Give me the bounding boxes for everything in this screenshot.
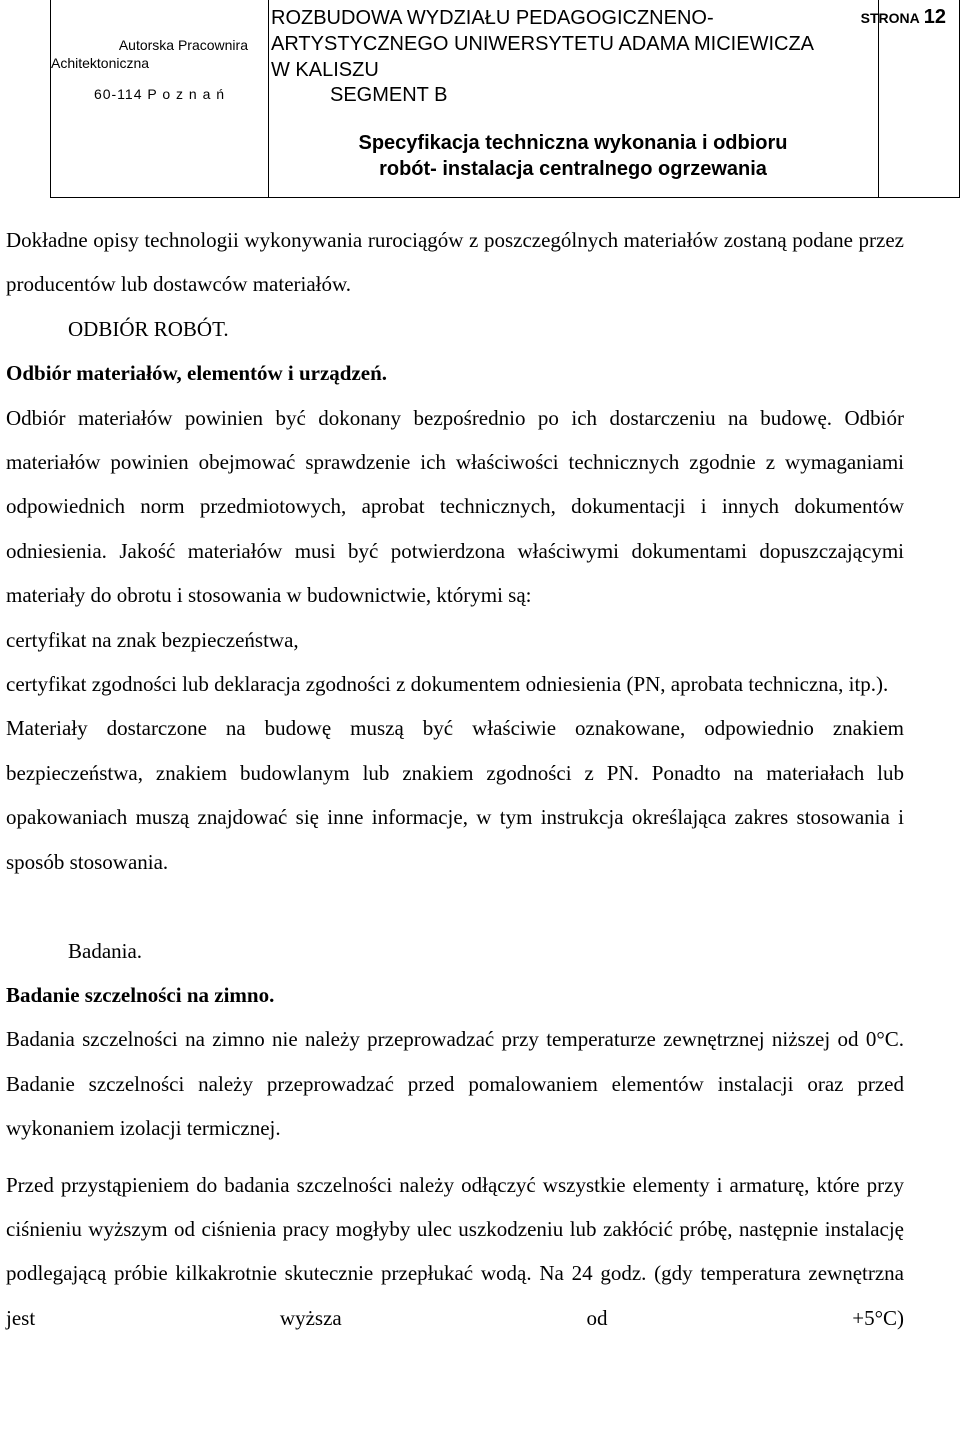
page-header [50, 0, 960, 198]
company-name-line2: Achitektoniczna [51, 55, 150, 71]
heading-text: Badanie szczelności na zimno. [6, 982, 275, 1007]
paragraph-badania-przygotowanie: Przed przystąpieniem do badania szczelności należy odłączyć wszystkie elementy i armaturę, które przy ciśnieniu wyższym od ciśnienia pracy mogłyby ulec uszkodzeniu lub zakłócić próbę, następnie instalację podlegającą próbie kilkakrotnie skutecznie przepłukać wodą. Na 24 godz. (gdy temperatura zewnętrzna jest wyższa od +5°C) [6, 1172, 904, 1330]
company-name [51, 36, 268, 72]
spec-title [268, 130, 878, 182]
document-body [6, 218, 904, 1340]
header-page-cell [860, 0, 960, 197]
heading-text: Odbiór materiałów, elementów i urządzeń. [6, 361, 388, 386]
paragraph-badania-temperatura: Badania szczelności na zimno nie należy przeprowadzać przy temperaturze zewnętrznej niższej od 0°C. Badanie szczelności należy przeprowadzać przed pomalowaniem elementów instalacji oraz przed wykonaniem izolacji termicznej. [6, 1027, 904, 1141]
header-title-cell [268, 0, 879, 197]
paragraph-odbior-materialow: Odbiór materiałów powinien być dokonany bezpośrednio po ich dostarczeniu na budowę. Odbiór materiałów powinien obejmować sprawdzenie ich właściwości technicznych zgodnie z wymaganiami odpowiednich norm przedmiotowych, aprobat technicznych, dokumentacji i innych dokumentów odniesienia. Jakość materiałów musi być potwierdzona właściwymi dokumentami dopuszczającymi materiały do obrotu i stosowania w budownictwie, którymi są: [6, 405, 904, 608]
project-title-line: W KALISZU [271, 59, 379, 81]
page-indicator [861, 6, 946, 29]
spacer [6, 884, 904, 928]
project-title-line: ROZBUDOWA WYDZIAŁU PEDAGOGICZNENO- [271, 7, 714, 29]
page-label: STRONA [860, 10, 920, 26]
project-title-line: ARTYSTYCZNEGO UNIWERSYTETU ADAMA MICIEWICZA [271, 33, 815, 55]
paragraph-oznakowanie: Materiały dostarczone na budowę muszą być właściwie oznakowane, odpowiednio znakiem bezpieczeństwa, znakiem budowlanym lub znakiem zgodności z PN. Ponadto na materiałach lub opakowaniach muszą znajdować się inne informacje, w tym instrukcja określająca zakres stosowania i sposób stosowania. [6, 716, 904, 874]
spec-title-line2: robót- instalacja centralnego ogrzewania [379, 158, 767, 180]
company-address: 60-114 P o z n a ń [93, 86, 226, 102]
page-number: 12 [923, 6, 946, 28]
header-company-cell [51, 0, 269, 197]
subsection-heading-odbior-materialow [6, 351, 904, 395]
list-item-certyfikat-zgodnosci: certyfikat zgodności lub deklaracja zgodności z dokumentem odniesienia (PN, aprobata techniczna, itp.). [6, 672, 889, 697]
company-name-line1: Autorska Pracownira [118, 37, 248, 53]
spec-title-line1: Specyfikacja techniczna wykonania i odbioru [358, 132, 788, 154]
list-item-certyfikat-bezpieczenstwa: certyfikat na znak bezpieczeństwa, [6, 627, 299, 652]
segment-label: SEGMENT B [330, 84, 448, 106]
section-heading-odbior-robot: ODBIÓR ROBÓT. [68, 316, 229, 341]
paragraph-opisy: Dokładne opisy technologii wykonywania rurociągów z poszczególnych materiałów zostaną podane przez producentów lub dostawców materiałów. [6, 228, 904, 297]
subsection-heading-szczelnosc [6, 973, 904, 1017]
project-title [271, 5, 814, 83]
section-heading-badania: Badania. [68, 938, 143, 963]
